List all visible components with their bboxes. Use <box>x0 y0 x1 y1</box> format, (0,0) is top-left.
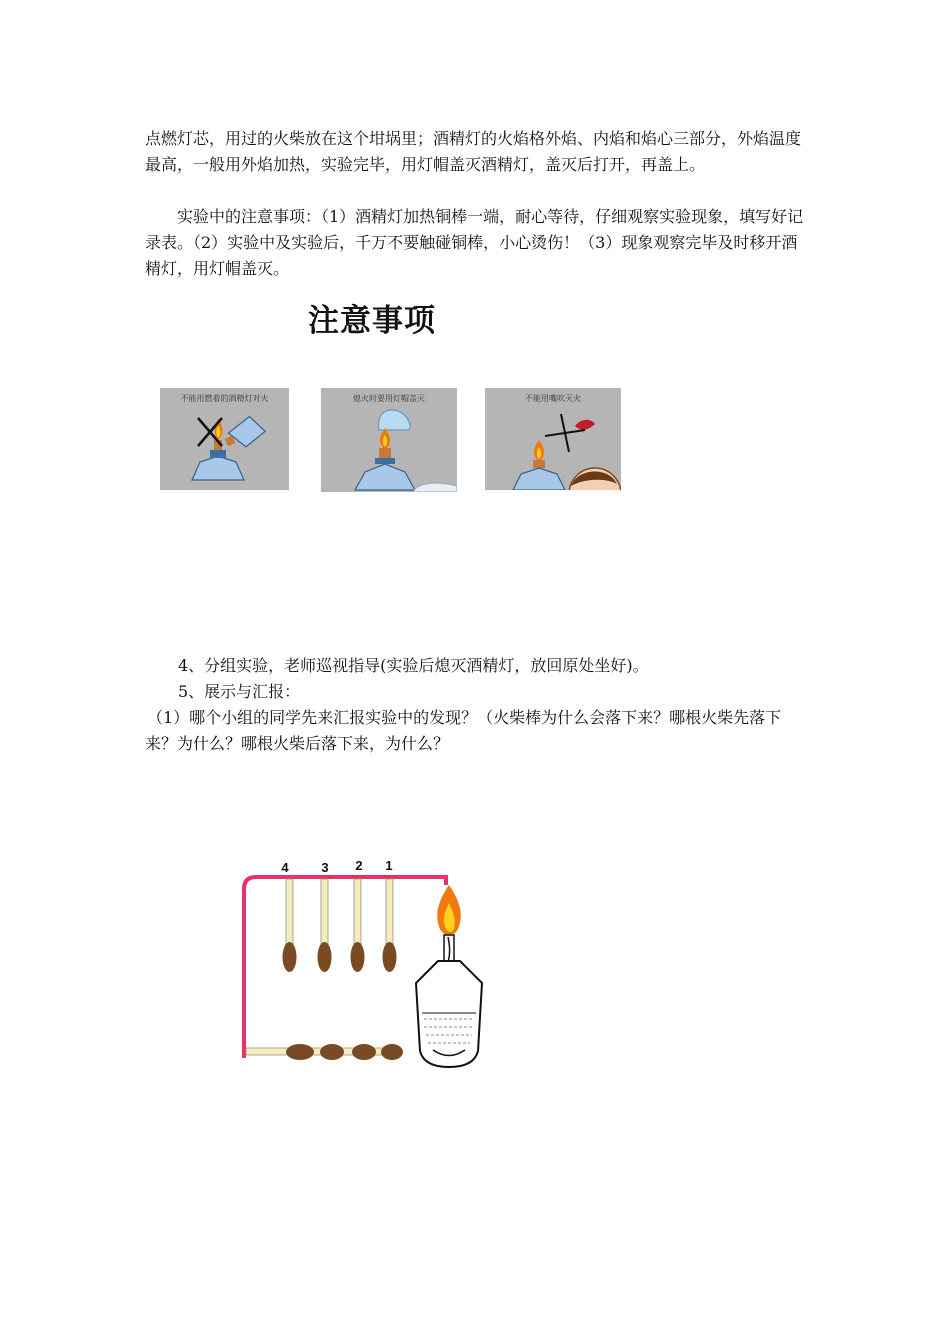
paragraph-precautions: 实验中的注意事项：（1）酒精灯加热铜棒一端，耐心等待，仔细观察实验现象，填写好记录表。（2）实验中及实验后，千万不要触碰铜棒，小心烫伤！（3）现象观察完毕及时移开酒精灯，用灯帽盖灭。 <box>145 207 804 278</box>
safety-heading: 注意事项 <box>308 303 436 339</box>
step-4-text: 4、分组实验，老师巡视指导(实验后熄灭酒精灯，放回原处坐好)。 <box>178 656 649 675</box>
match-label-1: 1 <box>385 858 393 873</box>
safety-panel-cap-extinguish <box>321 388 457 492</box>
experiment-diagram <box>228 855 498 1075</box>
hanging-match-3 <box>318 879 332 972</box>
paragraph-lamp-usage: 点燃灯芯，用过的火柴放在这个坩埚里；酒精灯的火焰格外焰、内焰和焰心三部分，外焰温度最高，一般用外焰加热，实验完毕，用灯帽盖灭酒精灯，盖灭后打开，再盖上。 <box>145 129 802 174</box>
panel-caption: 不能用燃着的酒精灯对火 <box>180 394 269 403</box>
match-label-2: 2 <box>355 858 363 873</box>
step-5-text: 5、展示与汇报： <box>178 682 301 701</box>
match-label-3: 3 <box>321 860 329 875</box>
fallen-matches <box>246 1044 403 1060</box>
safety-panel-no-lighting-from-lamp <box>160 388 289 490</box>
safety-panel-no-blowing <box>485 388 621 490</box>
hanging-match-2 <box>351 879 365 972</box>
alcohol-lamp <box>416 885 482 1067</box>
copper-rod-frame <box>244 877 446 1058</box>
match-label-4: 4 <box>281 860 289 875</box>
question-1-text: （1）哪个小组的同学先来汇报实验中的发现？（火柴棒为什么会落下来？哪根火柴先落下来？为什么？哪根火柴后落下来，为什么？ <box>145 708 782 753</box>
hanging-match-4 <box>283 879 297 972</box>
hanging-match-1 <box>383 879 397 972</box>
panel-caption: 不能用嘴吹灭火 <box>525 394 581 403</box>
panel-caption: 熄火时要用灯帽盖灭 <box>353 394 425 403</box>
